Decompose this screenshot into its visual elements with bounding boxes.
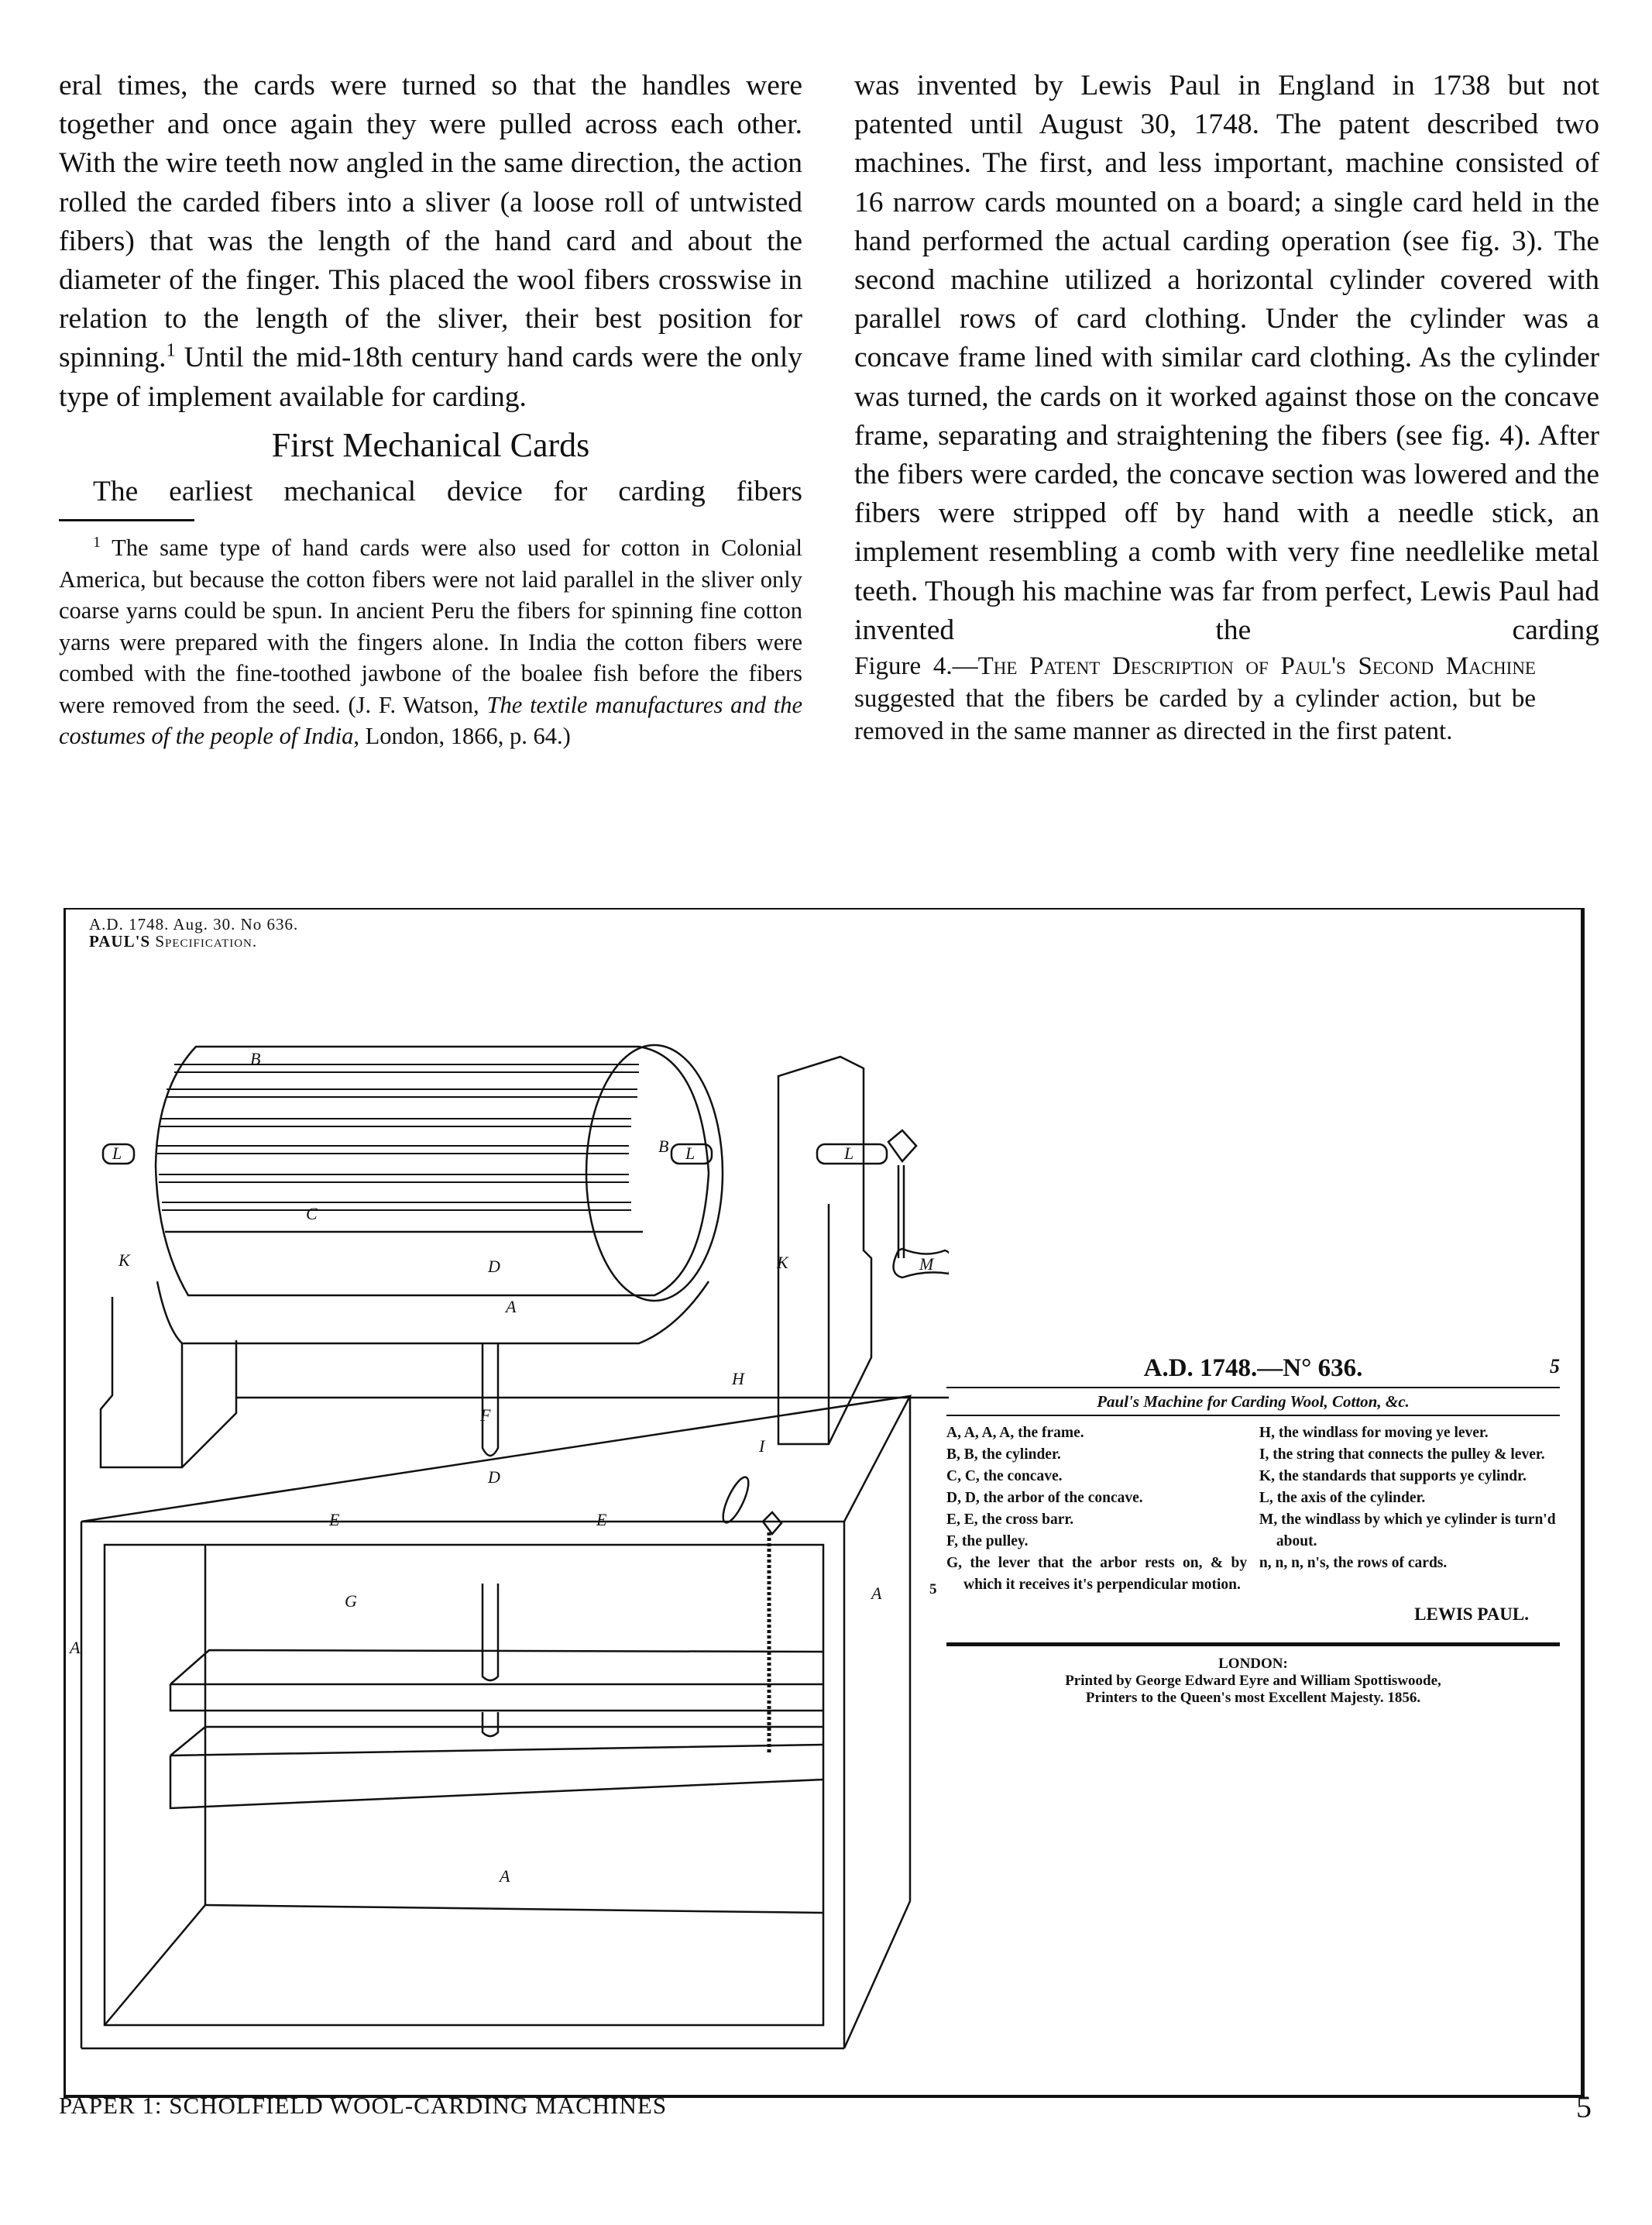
- footnote-book-title: The textile manufactures and the costumes of the people of India: [59, 691, 802, 750]
- figure-caption: [854, 650, 1536, 748]
- body-paragraph: The earliest mechanical device for carding fibers: [93, 475, 802, 507]
- card-rows: [157, 1064, 639, 1210]
- paragraph-text: eral times, the cards were turned so that the handles were together and once again they were pulled across each other. With the wire teeth now angled in the same direction, the action rolled the carded fibers into a sliver (a loose roll of untwisted fibers) that was the length of the hand card and about the diameter of the finger. This placed the wool fibers crosswise in relation to the length of the sliver, their best position for spinning.: [59, 70, 802, 374]
- label-m: M: [919, 1254, 934, 1274]
- label-f: F: [480, 1405, 491, 1425]
- paragraph-text: Until the mid-18th century hand cards were the only type of implement available for carding.: [59, 342, 802, 413]
- label-l: L: [844, 1143, 854, 1163]
- legend-subtitle: Paul's Machine for Carding Wool, Cotton, &c.: [1097, 1392, 1410, 1411]
- legend-item: D, D, the arbor of the concave.: [946, 1490, 1143, 1506]
- figure-header-name: PAUL'S: [89, 932, 151, 951]
- line-number-marker: 5: [929, 1581, 937, 1597]
- legend-signature: LEWIS PAUL.: [1414, 1604, 1529, 1624]
- legend-left-column: [929, 1422, 1248, 1597]
- label-b: B: [658, 1137, 669, 1156]
- label-h: H: [732, 1369, 744, 1388]
- legend-rule: [946, 1387, 1560, 1388]
- patent-figure: [64, 908, 1585, 2098]
- footnote: [59, 532, 802, 752]
- legend-item: I, the string that connects the pulley & lever.: [1259, 1446, 1545, 1463]
- crank-handle: [888, 1130, 916, 1161]
- legend-item: G, the lever that the arbor rests on, & by which it receives it's perpendicular motion.: [946, 1555, 1248, 1593]
- label-d: D: [488, 1257, 500, 1276]
- legend-item: C, C, the concave.: [946, 1468, 1063, 1484]
- label-d: D: [488, 1467, 500, 1487]
- label-l: L: [685, 1143, 695, 1163]
- figure-header-spec: Specification.: [155, 932, 258, 951]
- legend-item: A, A, A, A, the frame.: [946, 1425, 1084, 1441]
- legend-title: A.D. 1748.—N° 636.: [1143, 1354, 1363, 1382]
- legend-page-number: 5: [1550, 1355, 1560, 1377]
- footnote-text: , London, 1866, p. 64.): [353, 723, 571, 750]
- label-c: C: [306, 1204, 318, 1223]
- label-a: A: [871, 1584, 882, 1603]
- caption-text: suggested that the fibers be carded by a cylinder action, but be removed in the same manner as directed in the first patent.: [854, 685, 1536, 746]
- legend-item: H, the windlass for moving ye lever.: [1259, 1425, 1489, 1441]
- label-k: K: [777, 1253, 788, 1272]
- frame-box: [81, 1396, 949, 2048]
- imprint-printers: Printed by George Edward Eyre and William Spottiswoode,: [1065, 1673, 1441, 1689]
- windlass-h: [763, 1512, 781, 1534]
- footnote-reference[interactable]: 1: [166, 340, 176, 361]
- printer-imprint: [946, 1656, 1560, 1707]
- figure-header-date: A.D. 1748. Aug. 30. No 636.: [89, 915, 299, 934]
- label-i: I: [759, 1436, 765, 1456]
- arbor-upper: [483, 1343, 498, 1456]
- footnote-text: The same type of hand cards were also used for cotton in Colonial America, but because the cotton fibers were not laid parallel in the sliver only coarse yarns could be spun. In ancient Peru the fibers for spinning fine cotton yarns were prepared with the fingers alone. In India the cotton fibers were combed with the fine-toothed jawbone of the boalee fish before the fibers were removed from the seed. (J. F. Watson,: [59, 535, 802, 718]
- page-number: 5: [1576, 2089, 1592, 2124]
- carding-machine-drawing: [66, 910, 949, 2095]
- patent-legend: [929, 1351, 1560, 1707]
- label-g: G: [345, 1591, 357, 1611]
- legend-item: K, the standards that supports ye cylindr.: [1259, 1468, 1527, 1484]
- cylinder: [156, 1045, 723, 1301]
- caption-prefix: Figure 4.—: [854, 652, 978, 681]
- legend-item: M, the windlass by which ye cylinder is turn'd about.: [1259, 1511, 1556, 1549]
- legend-item: F, the pulley.: [946, 1533, 1029, 1549]
- legend-bottom-rule: [946, 1642, 1560, 1646]
- caption-title: The Patent Description of Paul's Second Machine: [977, 652, 1536, 681]
- label-a: A: [506, 1297, 517, 1316]
- standard-right: [778, 1057, 871, 1444]
- label-l: L: [112, 1143, 122, 1163]
- footnote-number: 1: [93, 533, 101, 551]
- legend-rule: [946, 1415, 1560, 1416]
- legend-item: E, E, the cross barr.: [946, 1511, 1074, 1528]
- body-paragraph: [59, 67, 802, 417]
- lever: [170, 1727, 823, 1808]
- label-a: A: [500, 1866, 510, 1886]
- imprint-year: Printers to the Queen's most Excellent Majesty. 1856.: [1085, 1690, 1421, 1706]
- body-paragraph: was invented by Lewis Paul in England in 1738 but not patented until August 30, 1748. The patent described two machines. The first, and less important, machine consisted of 16 narrow cards mounted on a board; a single card held in the hand performed the actual carding operation (see fig. 3). The second machine utilized a horizontal cylinder covered with parallel rows of card clothing. Under the cylinder was a concave frame lined with similar card clothing. As the cylinder was turned, the cards on it worked against those on the concave frame, separating and straightening the fibers (see fig. 4). After the fibers were carded, the concave section was lowered and the fibers were stripped off by hand with a needle stick, an implement resembling a comb with very fine needlelike metal teeth. Though his machine was far from perfect, Lewis Paul had invented the carding: [854, 70, 1599, 646]
- section-heading: First Mechanical Cards: [271, 425, 590, 464]
- legend-item: B, B, the cylinder.: [946, 1446, 1061, 1463]
- running-head: PAPER 1: SCHOLFIELD WOOL-CARDING MACHINES: [59, 2092, 668, 2119]
- label-e: E: [596, 1510, 607, 1529]
- cross-bar: [170, 1650, 823, 1711]
- imprint-city: LONDON:: [1218, 1656, 1288, 1672]
- footnote-divider: [59, 519, 194, 521]
- label-a: A: [70, 1638, 81, 1657]
- concave: [157, 1281, 709, 1343]
- legend-item: n, n, n, n's, the rows of cards.: [1259, 1555, 1448, 1571]
- legend-right-column: [1259, 1422, 1560, 1596]
- label-b: B: [250, 1049, 261, 1068]
- label-e: E: [329, 1510, 340, 1529]
- legend-item: L, the axis of the cylinder.: [1259, 1490, 1426, 1506]
- left-column: [59, 67, 802, 752]
- right-column: [854, 67, 1599, 748]
- label-k: K: [118, 1250, 130, 1270]
